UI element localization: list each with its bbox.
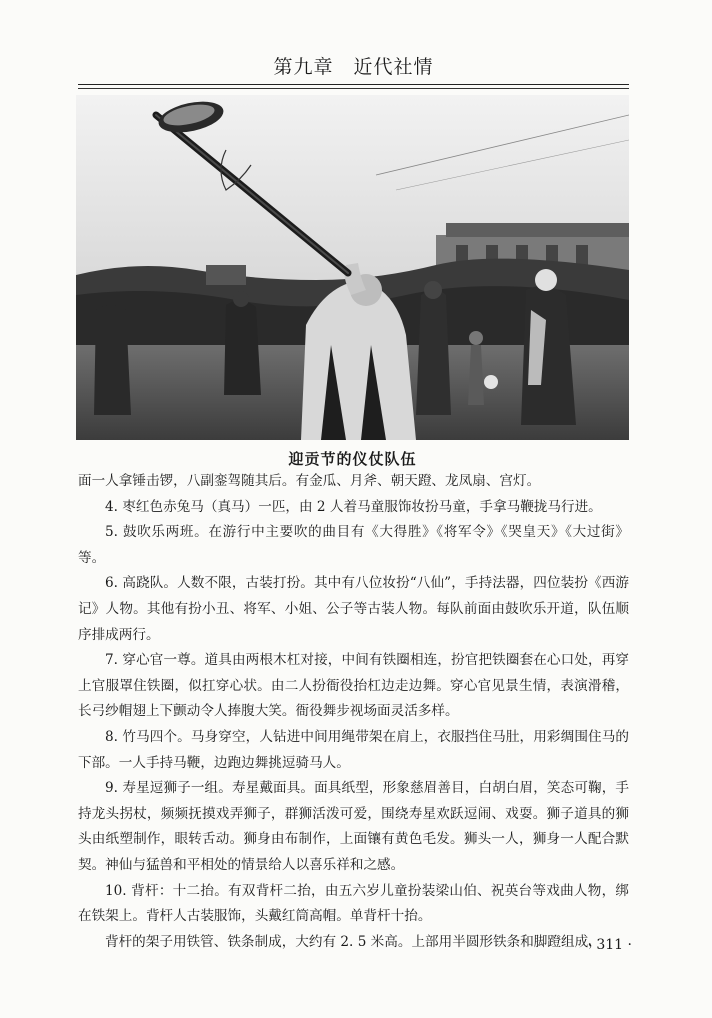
procession-photo — [76, 95, 629, 440]
paragraph: 6. 高跷队。人数不限，古装打扮。其中有八位妆扮“八仙”，手持法器，四位装扮《西游记》人物。其他有扮小丑、将军、小姐、公子等古装人物。每队前面由鼓吹乐开道，队伍顺序排成两行。 — [78, 575, 629, 643]
figure-caption: 迎贡节的仪仗队伍 — [288, 450, 417, 468]
paragraph: 8. 竹马四个。马身穿空，人钻进中间用绳带架在肩上，衣服挡住马肚，用彩绸围住马的下部。一人手持马鞭，边跑边舞挑逗骑马人。 — [78, 728, 629, 771]
header-rule — [78, 84, 629, 85]
body-text — [78, 469, 629, 955]
paragraph: 背杆的架子用铁管、铁条制成，大约有 2. 5 米高。上部用半圆形铁条和脚蹬组成， — [105, 933, 602, 950]
paragraph: 9. 寿星逗狮子一组。寿星戴面具。面具纸型，形象慈眉善目，白胡白眉，笑态可鞠，手持龙头拐杖，频频抚摸戏弄狮子，群狮活泼可爱，围绕寿星欢跃逗闹、戏耍。狮子道具的狮头由纸塑制作，眼转舌动。狮身由布制作，上面镶有黄色毛发。狮头一人，狮身一人配合默契。神仙与猛兽和平相处的情景给人以喜乐祥和之感。 — [78, 780, 629, 873]
page-number: · 311 · — [587, 937, 632, 953]
paragraph: 5. 鼓吹乐两班。在游行中主要吹的曲目有《大得胜》《将军令》《哭皇天》《大过街》等。 — [78, 524, 629, 566]
paragraph: 10. 背杆：十二抬。有双背杆二抬，由五六岁儿童扮装梁山伯、祝英台等戏曲人物，绑在铁架上。背杆人古装服饰，头戴红筒高帽。单背杆十抬。 — [78, 882, 629, 925]
paragraph: 7. 穿心官一尊。道具由两根木杠对接，中间有铁圈相连，扮官把铁圈套在心口处，再穿上官服罩住铁圈，似扛穿心状。由二人扮衙役抬杠边走边舞。穿心官见景生情，表演滑稽，长弓纱帽翅上下颤动令人捧腹大笑。衙役舞步视场面灵活多样。 — [78, 652, 629, 720]
paragraph: 面一人拿锤击锣，八副銮驾随其后。有金瓜、月斧、朝天蹬、龙凤扇、宫灯。 — [78, 473, 541, 489]
paragraph: 4. 枣红色赤兔马（真马）一匹，由 2 人着马童服饰妆扮马童，手拿马鞭拢马行进。 — [105, 498, 602, 515]
header-rule-thin — [78, 88, 629, 89]
chapter-header: 第九章 近代社情 — [273, 56, 434, 78]
